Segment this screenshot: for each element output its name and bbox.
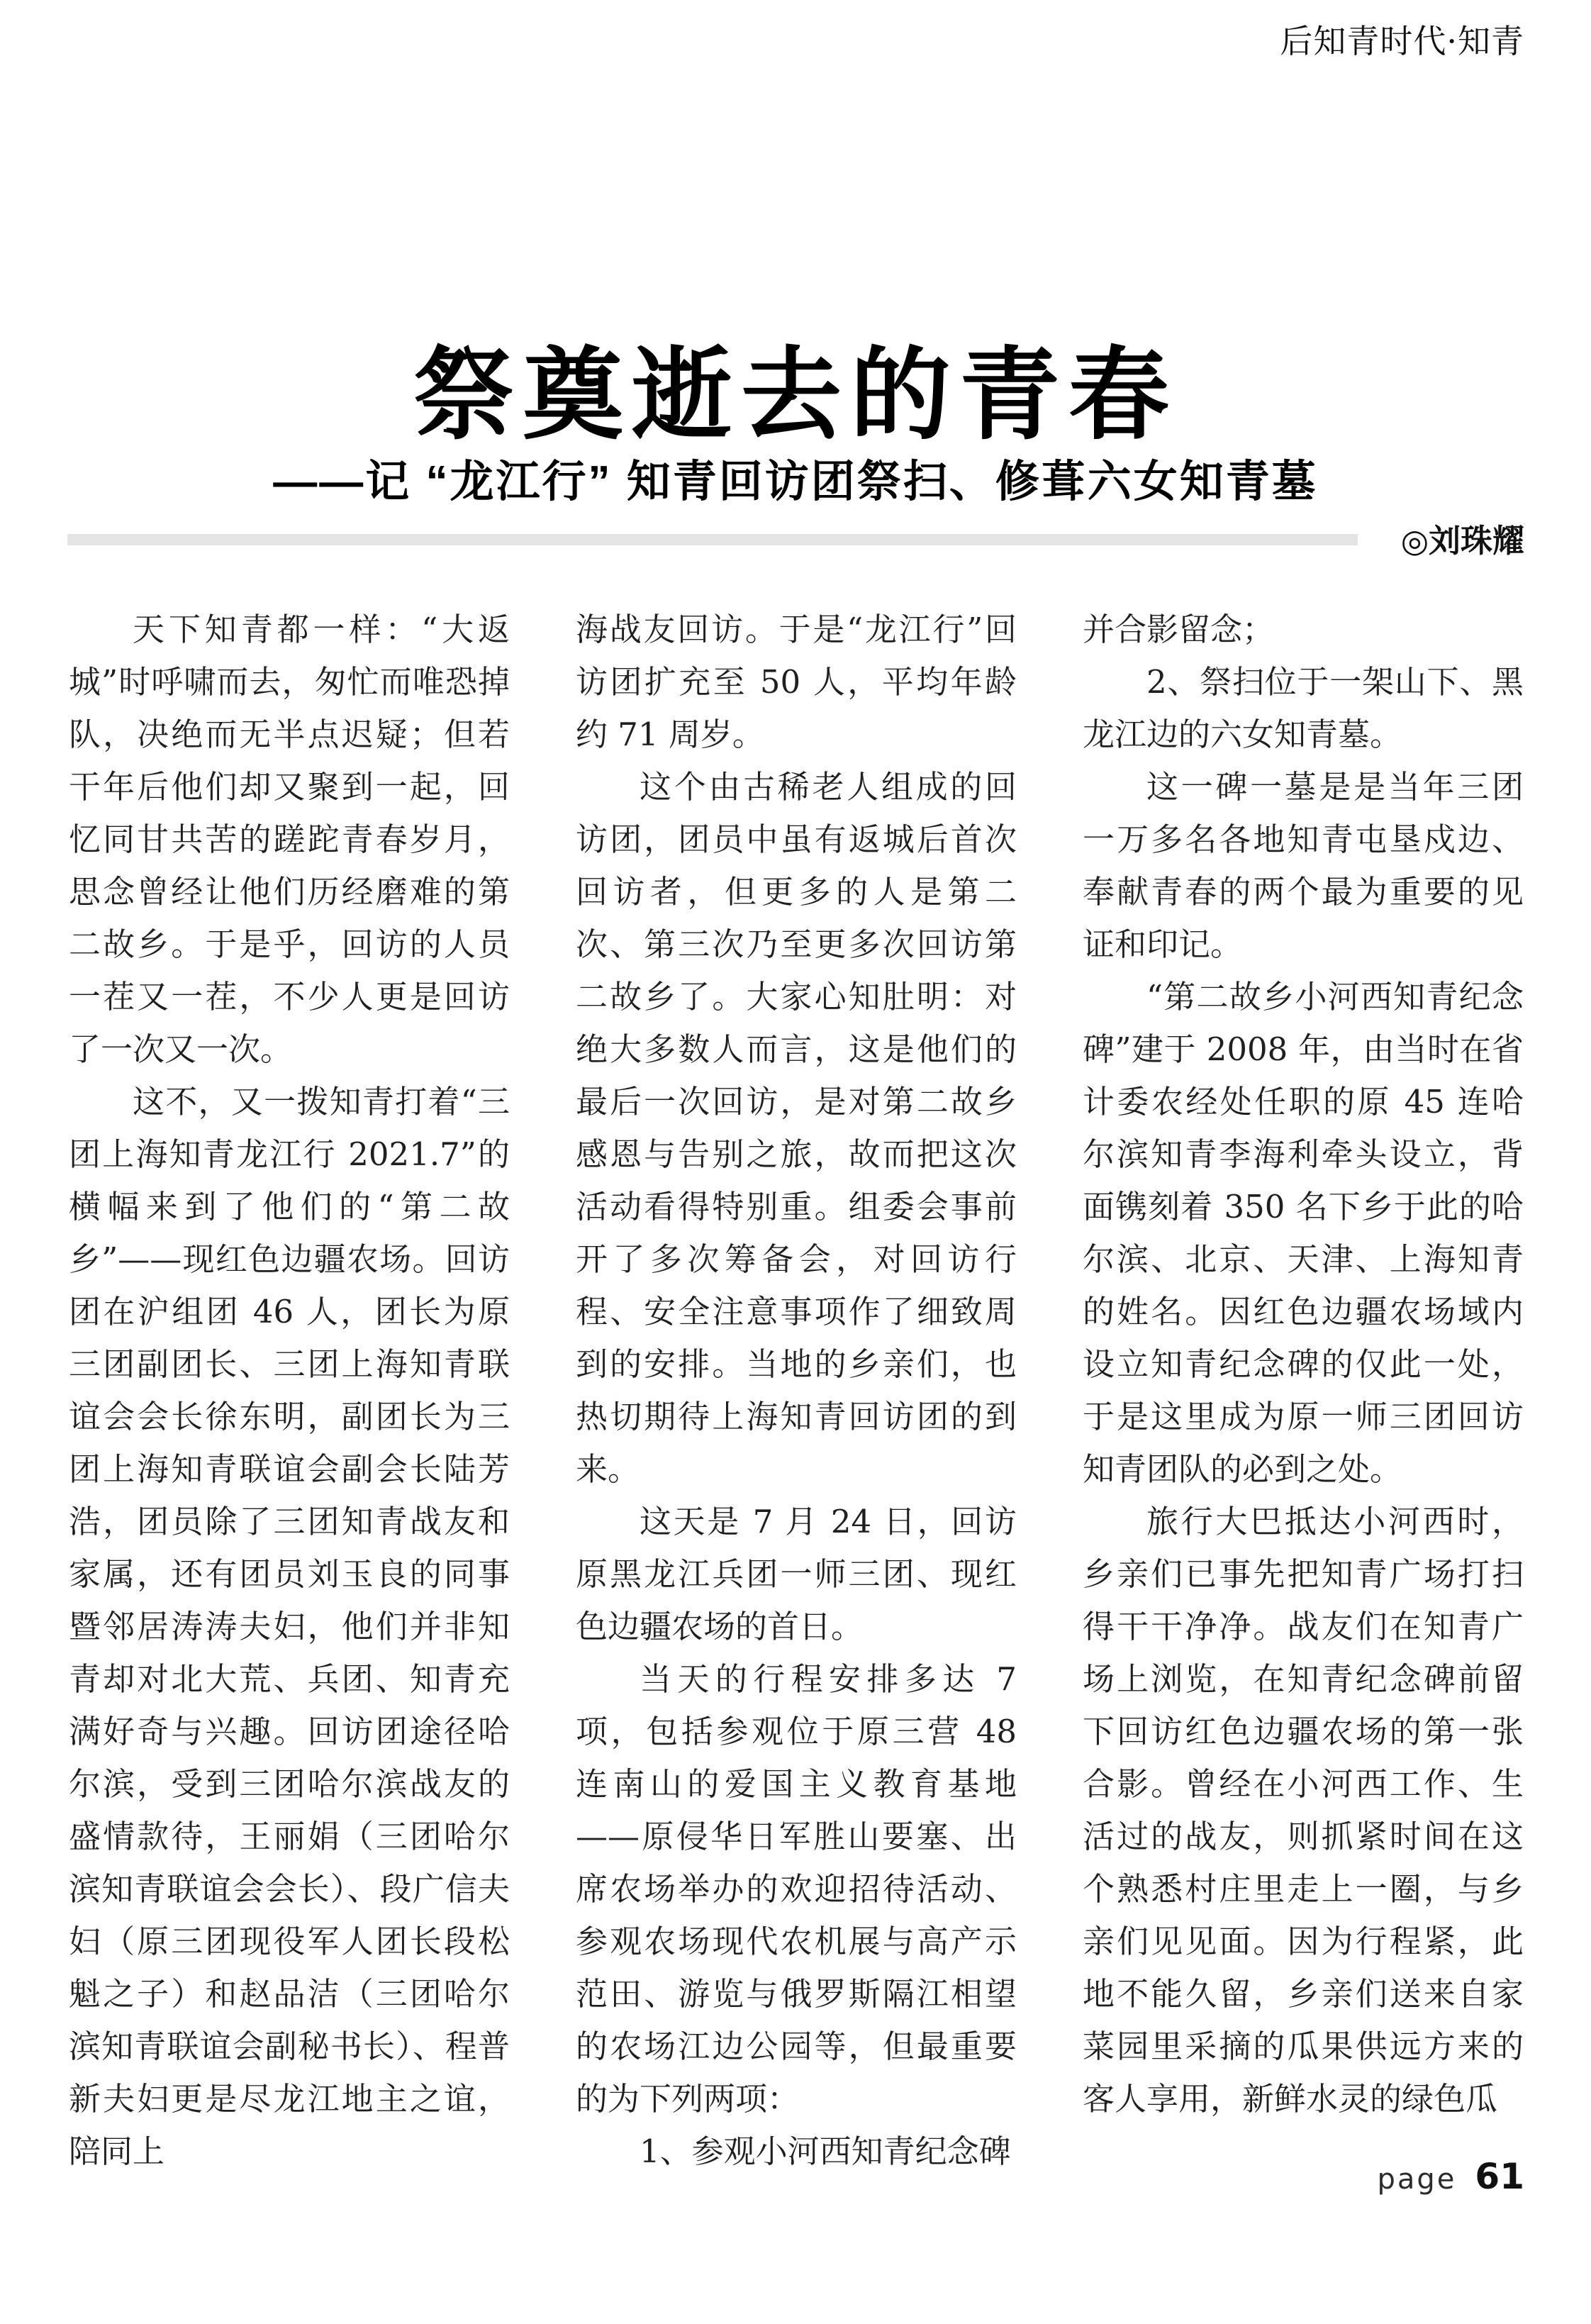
paragraph: 这一碑一墓是是当年三团一万多名各地知青屯垦戍边、奉献青春的两个最为重要的见证和印记。 [1083,768,1524,963]
separator-rule [67,534,1358,545]
paragraph: 天下知青都一样：“大返城”时呼啸而去，匆忙而唯恐掉队，决绝而无半点迟疑；但若干年后他们却又聚到一起，回忆同甘共苦的蹉跎青春岁月，思念曾经让他们历经磨难的第二故乡。于是乎，回访的人员一茬又一茬，不少人更是回访了一次又一次。 [69,611,510,1068]
column [1083,604,1524,2178]
paragraph: 旅行大巴抵达小河西时，乡亲们已事先把知青广场打扫得干干净净。战友们在知青广场上浏览，在知青纪念碑前留下回访红色边疆农场的第一张合影。曾经在小河西工作、生活过的战友，则抓紧时间在这个熟悉村庄里走上一圈，与乡亲们见见面。因为行程紧，此地不能久留，乡亲们送来自家菜园里采摘的瓜果供远方来的客人享用，新鲜水灵的绿色瓜 [1083,1503,1524,2118]
column [69,604,510,2178]
paragraph: 2、祭扫位于一架山下、黑龙江边的六女知青墓。 [1083,663,1524,753]
article-columns [69,604,1524,2178]
paragraph: 当天的行程安排多达 7 项，包括参观位于原三营 48 连南山的爱国主义教育基地——原侵华日军胜山要塞、出席农场举办的欢迎招待活动、参观农场现代农机展与高产示范田、游览与俄罗斯隔江相望的农场江边公园等，但最重要的为下列两项： [576,1660,1017,2118]
column [576,604,1017,2178]
paragraph: 1、参观小河西知青纪念碑 [640,2133,1011,2170]
paragraph: 这不，又一拨知青打着“三团上海知青龙江行 2021.7”的横幅来到了他们的“第二故乡”——现红色边疆农场。回访团在沪组团 46 人，团长为原三团副团长、三团上海知青联谊会会长徐东明，副团长为三团上海知青联谊会副会长陆芳浩，团员除了三团知青战友和家属，还有团员刘玉良的同事暨邻居涛涛夫妇，他们并非知青却对北大荒、兵团、知青充满好奇与兴趣。回访团途径哈尔滨，受到三团哈尔滨战友的盛情款待，王丽娟（三团哈尔滨知青联谊会会长）、段广信夫妇（原三团现役军人团长段松魁之子）和赵品洁（三团哈尔滨知青联谊会副秘书长）、程普新夫妇更是尽龙江地主之谊，陪同上 [69,1083,510,2170]
paragraph: 这天是 7 月 24 日，回访原黑龙江兵团一师三团、现红色边疆农场的首日。 [576,1503,1017,1645]
page-label: page [1377,2163,1457,2196]
page-title: 祭奠逝去的青春 [413,339,1178,452]
paragraph: 海战友回访。于是“龙江行”回访团扩充至 50 人，平均年龄约 71 周岁。 [576,611,1017,753]
paragraph: “第二故乡小河西知青纪念碑”建于 2008 年，由当时在省计委农经处任职的原 45 连哈尔滨知青李海利牵头设立，背面镌刻着 350 名下乡于此的哈尔滨、北京、天津、上海知青的姓名。因红色边疆农场域内设立知青纪念碑的仅此一处，于是这里成为原一师三团回访知青团队的必到之处。 [1083,978,1524,1488]
page-subtitle: ——记 “龙江行” 知青回访团祭扫、修葺六女知青墓 [273,457,1318,507]
section-header: 后知青时代·知青 [1280,22,1524,60]
paragraph: 这个由古稀老人组成的回访团，团员中虽有返城后首次回访者，但更多的人是第二次、第三次乃至更多次回访第二故乡了。大家心知肚明：对绝大多数人而言，这是他们的最后一次回访，是对第二故乡感恩与告别之旅，故而把这次活动看得特别重。组委会事前开了多次筹备会，对回访行程、安全注意事项作了细致周到的安排。当地的乡亲们，也热切期待上海知青回访团的到来。 [576,768,1017,1488]
paragraph: 并合影留念； [1083,611,1275,648]
author-byline: ◎刘珠耀 [1400,522,1524,560]
page-number: 61 [1475,2156,1524,2197]
page-footer [1378,2156,1525,2197]
